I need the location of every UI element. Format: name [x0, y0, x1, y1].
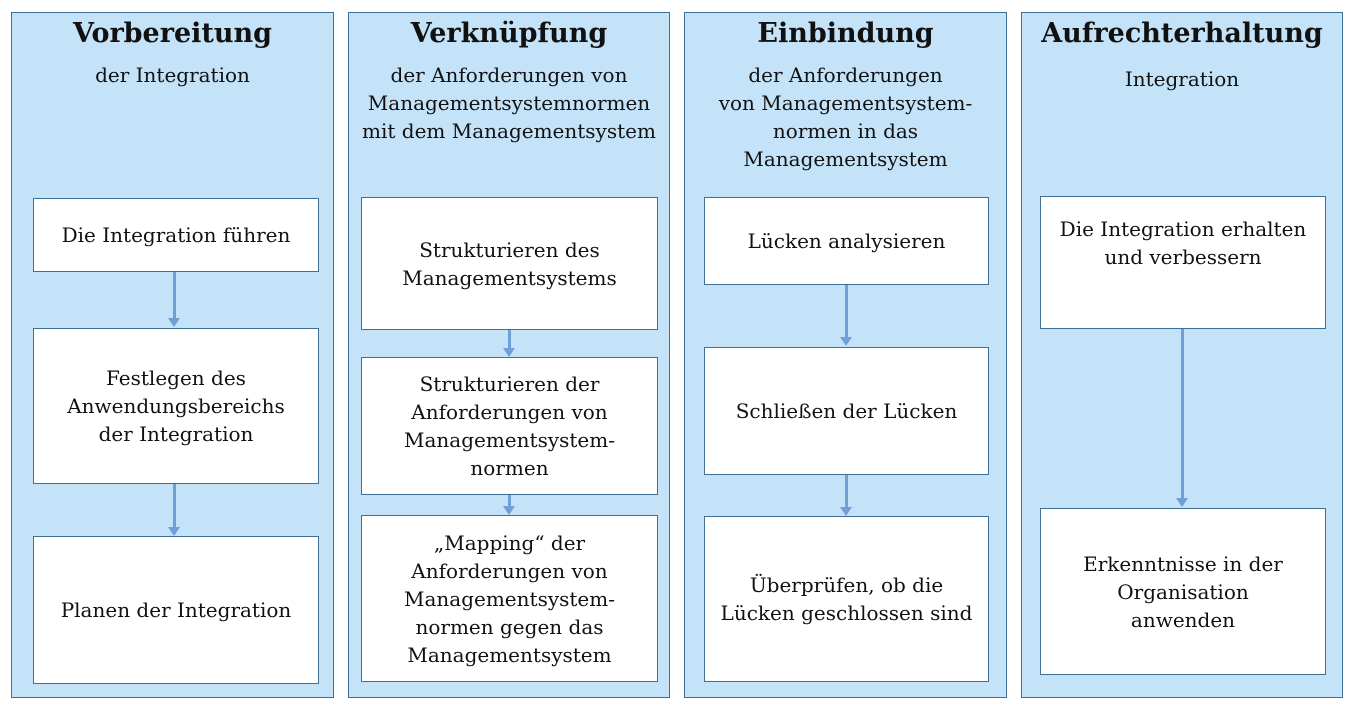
step-label: „Mapping“ der Anforderungen von Managementsystem- normen gegen das Managementsystem	[404, 530, 615, 667]
step-box-anwendungsbereich	[33, 328, 319, 484]
arrow-down	[173, 272, 176, 319]
column-subtitle: Integration	[1124, 67, 1240, 91]
arrow-down	[845, 285, 848, 338]
step-label: Strukturieren der Anforderungen von Managementsystem- normen	[404, 372, 615, 480]
step-label: Erkenntnisse in der Organisation anwenden	[1083, 551, 1283, 632]
arrow-down	[1181, 329, 1184, 499]
step-label: Festlegen des Anwendungsbereichs der Integration	[67, 366, 285, 446]
step-label: Lücken analysieren	[747, 229, 946, 253]
column-einbindung	[684, 12, 1007, 698]
step-label: Überprüfen, ob die Lücken geschlossen sind	[720, 573, 973, 625]
step-box-erhalten-verbessern	[1040, 196, 1326, 329]
step-box-schliessen	[704, 347, 989, 475]
step-label: Strukturieren des Managementsystems	[402, 237, 617, 290]
step-box-erkenntnisse	[1040, 508, 1326, 675]
step-box-integration-fuehren	[33, 198, 319, 272]
step-label: Planen der Integration	[60, 598, 292, 622]
step-box-ueberpruefen	[704, 516, 989, 682]
arrow-down	[173, 484, 176, 528]
column-title: Vorbereitung	[72, 18, 273, 49]
column-verknuepfung	[348, 12, 670, 698]
arrow-down	[845, 475, 848, 508]
arrow-down	[508, 495, 511, 507]
column-title: Verknüpfung	[410, 18, 608, 49]
column-subtitle: der Integration	[95, 63, 250, 87]
column-vorbereitung	[11, 12, 334, 698]
column-subtitle: der Anforderungen von Managementsystem- normen in das Managementsystem	[718, 63, 973, 171]
column-subtitle: der Anforderungen von Managementsystemnormen mit dem Managementsystem	[362, 63, 656, 143]
step-box-planen	[33, 536, 319, 684]
step-box-strukturieren-ms	[361, 197, 658, 330]
step-box-mapping	[361, 515, 658, 682]
column-aufrechterhaltung	[1021, 12, 1343, 698]
step-box-strukturieren-anforderungen	[361, 357, 658, 495]
step-label: Die Integration erhalten und verbessern	[1059, 216, 1307, 269]
column-title: Aufrechterhaltung	[1041, 18, 1323, 49]
step-box-luecken-analysieren	[704, 197, 989, 285]
step-label: Schließen der Lücken	[735, 399, 958, 423]
step-label: Die Integration führen	[61, 223, 291, 247]
arrow-down	[508, 330, 511, 349]
column-title: Einbindung	[757, 18, 934, 49]
